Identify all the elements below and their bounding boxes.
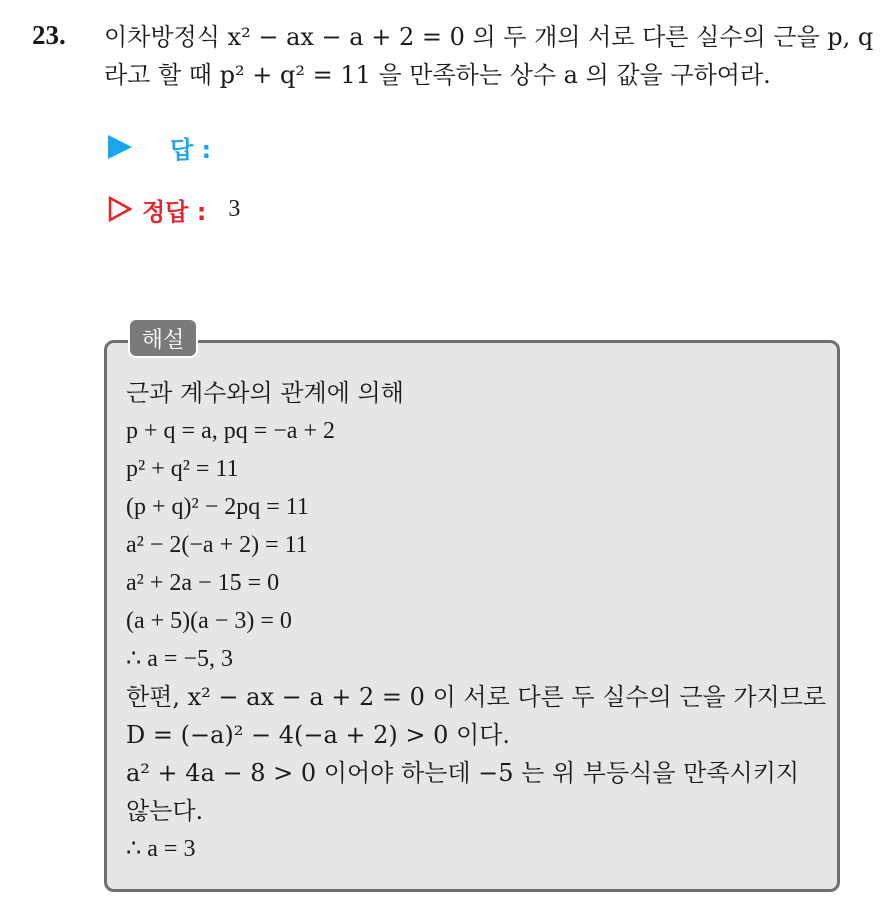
explanation-line: p + q = a, pq = −a + 2 — [126, 418, 335, 444]
explanation-line: 않는다. — [126, 797, 204, 825]
explanation-line: (a + 5)(a − 3) = 0 — [126, 608, 292, 634]
explanation-line: D = (−a)² − 4(−a + 2) > 0 이다. — [126, 721, 511, 749]
explanation-line: ∴ a = 3 — [126, 836, 196, 862]
explanation-line: (p + q)² − 2pq = 11 — [126, 494, 309, 520]
explanation-tab: 해설 — [128, 318, 198, 358]
outline-triangle-icon — [108, 196, 132, 222]
answer-row — [108, 130, 211, 164]
explanation-line: a² + 2a − 15 = 0 — [126, 570, 280, 596]
question-number: 23. — [32, 20, 66, 50]
explanation-line: ∴ a = −5, 3 — [126, 646, 233, 672]
play-triangle-icon — [108, 135, 132, 159]
correct-answer-value: 3 — [228, 195, 241, 222]
explanation-line: 근과 계수와의 관계에 의해 — [126, 379, 404, 407]
question-line-2: 라고 할 때 p² + q² = 11 을 만족하는 상수 a 의 값을 구하여라. — [104, 61, 771, 89]
explanation-line: a² − 2(−a + 2) = 11 — [126, 532, 308, 558]
correct-answer-row — [108, 192, 240, 226]
explanation-line: p² + q² = 11 — [126, 456, 239, 482]
explanation-text — [126, 374, 831, 868]
explanation-line: 한편, x² − ax − a + 2 = 0 이 서로 다른 두 실수의 근을 가지므로 — [126, 683, 827, 711]
correct-answer-label: 정답 : — [142, 197, 207, 226]
answer-label: 답 : — [170, 135, 212, 164]
question-text — [104, 18, 874, 94]
question-line-1: 이차방정식 x² − ax − a + 2 = 0 의 두 개의 서로 다른 실수의 근을 p, q — [104, 23, 874, 51]
explanation-line: a² + 4a − 8 > 0 이어야 하는데 −5 는 위 부등식을 만족시키지 — [126, 759, 800, 787]
